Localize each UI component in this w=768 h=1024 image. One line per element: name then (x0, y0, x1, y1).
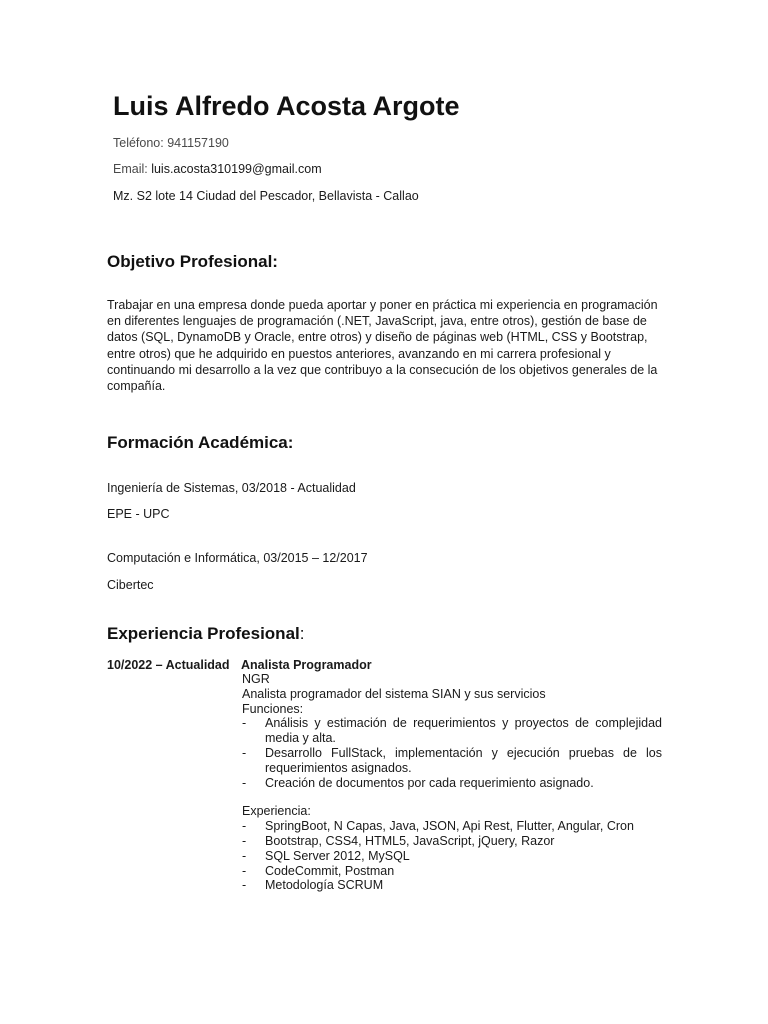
job-position: Analista Programador (241, 658, 372, 672)
bullet-dash: - (242, 833, 247, 848)
bullet-dash: - (242, 716, 247, 731)
experience-text: SQL Server 2012, MySQL (265, 848, 410, 863)
candidate-name: Luis Alfredo Acosta Argote (113, 91, 460, 121)
job-details (242, 672, 662, 893)
experience-item (242, 834, 662, 849)
experience-item (242, 849, 662, 864)
objective-heading: Objetivo Profesional: (107, 252, 278, 271)
experience-item (242, 878, 662, 893)
job-company: NGR (242, 672, 270, 686)
email-value: luis.acosta310199@gmail.com (151, 162, 322, 176)
experience-text: SpringBoot, N Capas, Java, JSON, Api Rest, Flutter, Angular, Cron (265, 819, 634, 834)
objective-paragraph: Trabajar en una empresa donde pueda aportar y poner en práctica mi experiencia en programación en diferentes lenguajes de programación (.NET, JavaScript, java, entre otros), gestión de base de datos (SQL, DynamoDB y Oracle, entre otros) y diseño de páginas web (HTML, CSS y Bootstrap, entre otros) que he adquirido en puestos anteriores, avanzando en mi carrera profesional y continuando mi desarrollo a la vez que contribuyo a la consecución de los objetivos generales de la compañía. (107, 298, 658, 394)
email-line (113, 162, 322, 176)
function-item (242, 776, 662, 791)
bullet-dash: - (242, 863, 247, 878)
bullet-dash: - (242, 819, 247, 834)
bullet-dash: - (242, 878, 247, 893)
experience-heading-colon: : (299, 624, 305, 643)
education-heading: Formación Académica: (107, 433, 294, 452)
experience-label: Experiencia: (242, 804, 311, 819)
function-text: Análisis y estimación de requerimientos y proyectos de complejidad media y alta. (265, 716, 662, 746)
functions-label: Funciones: (242, 701, 304, 716)
phone-text: Teléfono: 941157190 (113, 136, 229, 150)
job-date: 10/2022 – Actualidad (107, 658, 230, 672)
bullet-dash: - (242, 848, 247, 863)
education-institution-2: Cibertec (107, 578, 154, 592)
education-degree-1: Ingeniería de Sistemas, 03/2018 - Actualidad (107, 481, 356, 495)
experience-text: Metodología SCRUM (265, 878, 384, 893)
experience-item (242, 864, 662, 879)
bullet-dash: - (242, 745, 247, 760)
education-degree-2: Computación e Informática, 03/2015 – 12/2017 (107, 551, 368, 565)
education-institution-1: EPE - UPC (107, 507, 170, 521)
experience-heading (107, 624, 304, 644)
experience-text: Bootstrap, CSS4, HTML5, JavaScript, jQuery, Razor (265, 833, 555, 848)
address-text: Mz. S2 lote 14 Ciudad del Pescador, Bellavista - Callao (113, 189, 419, 203)
email-label: Email: (113, 162, 152, 176)
function-text: Creación de documentos por cada requerimiento asignado. (265, 775, 594, 790)
function-item (242, 716, 662, 746)
experience-heading-text: Experiencia Profesional (107, 624, 300, 643)
experience-text: CodeCommit, Postman (265, 863, 395, 878)
function-item (242, 746, 662, 776)
bullet-dash: - (242, 775, 247, 790)
job-description: Analista programador del sistema SIAN y sus servicios (242, 686, 546, 701)
function-text: Desarrollo FullStack, implementación y ejecución pruebas de los requerimientos asignados. (265, 745, 662, 775)
experience-item (242, 819, 662, 834)
